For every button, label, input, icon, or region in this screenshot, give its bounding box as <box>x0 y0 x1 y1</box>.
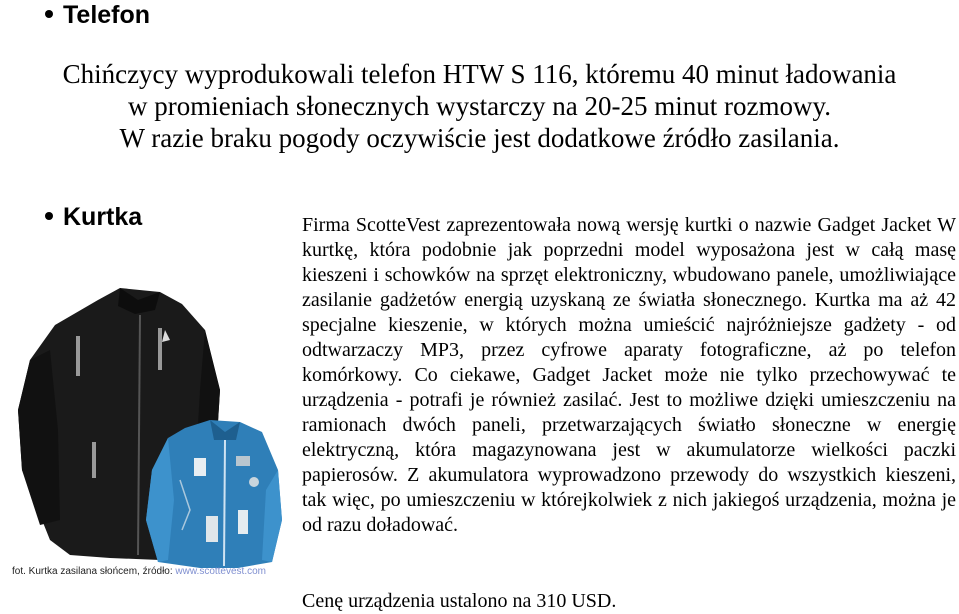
blue-jacket-image <box>146 420 282 568</box>
bullet-icon <box>45 10 53 18</box>
telefon-line: Chińczycy wyprodukowali telefon HTW S 116, któremu 40 minut ładowania <box>62 59 897 89</box>
jacket-photo <box>10 270 290 570</box>
telefon-line: w promieniach słonecznych wystarczy na 20-25 minut rozmowy. <box>127 91 832 121</box>
section-heading-kurtka: Kurtka <box>45 202 142 232</box>
telefon-description <box>0 58 959 154</box>
source-link[interactable]: www.scottevest.com <box>175 566 267 577</box>
kurtka-description: Firma ScotteVest zaprezentowała nową wersję kurtki o nazwie Gadget Jacket W kurtkę, która podobnie jak poprzedni model wyposażona jest w całą masę kieszeni i schowków na sprzęt elektroniczny, wbudowano panele, umożliwiające zasilanie gadżetów energią uzyskaną ze światła słonecznego. Kurtka ma aż 42 specjalne kieszenie, w których można umieścić najróżniejsze gadżety - od odtwarzaczy MP3, przez cyfrowe aparaty fotograficzne, aż po telefon komórkowy. Co ciekawe, Gadget Jacket może nie tylko przechowywać te urządzenia - potrafi je również zasilać. Jest to możliwe dzięki umieszczeniu na ramionach dwóch paneli, przetwarzających światło słoneczne w energię elektryczną, która magazynowana jest w akumulatorze wielkości paczki papierosów. Z akumulatora wyprowadzono przewody do wszystkich kieszeni, tak więc, po umieszczeniu w którejkolwiek z nich jakiegoś urządzenia, można je od razu doładować. <box>302 214 956 536</box>
telefon-line: W razie braku pogody oczywiście jest dodatkowe źródło zasilania. <box>119 123 840 153</box>
jacket-illustration <box>10 270 290 570</box>
price-line: Cenę urządzenia ustalono na 310 USD. <box>302 590 617 612</box>
photo-caption: fot. Kurtka zasilana słońcem, źródło: www.scottevest.com <box>12 566 267 577</box>
section-heading-telefon: Telefon <box>45 0 150 30</box>
bullet-icon <box>45 212 53 220</box>
